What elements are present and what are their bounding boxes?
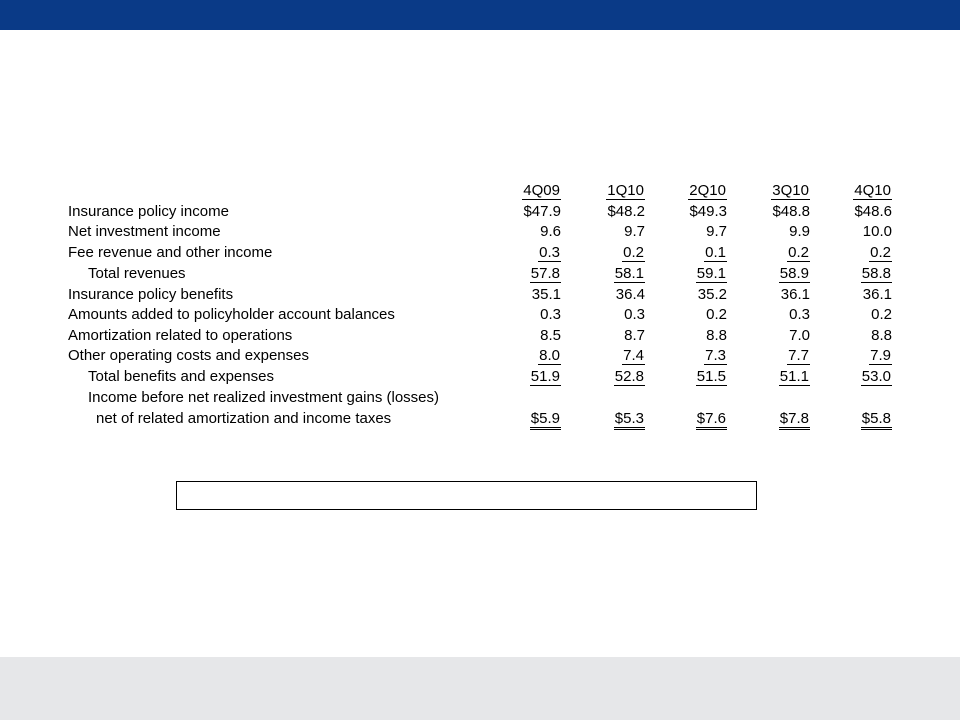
row-label: Fee revenue and other income	[68, 244, 273, 261]
cell-value: 7.9	[870, 347, 891, 364]
cell-value: $5.8	[822, 409, 892, 429]
footer-band	[0, 657, 960, 720]
cell-value: 51.9	[530, 368, 560, 385]
cell-value: $5.9	[491, 409, 561, 429]
cell-value: $5.3	[575, 409, 645, 429]
cell-value: 36.1	[780, 286, 810, 303]
row-label: Income before net realized investment gains (losses)	[88, 389, 440, 406]
table-row	[0, 243, 960, 263]
table-row-total	[0, 367, 960, 387]
cell-value: 8.8	[871, 327, 892, 344]
cell-value: 36.1	[862, 286, 892, 303]
table-row	[0, 285, 960, 305]
cell-value: 0.3	[789, 306, 810, 323]
column-header: 1Q10	[607, 182, 644, 199]
table-header-row	[0, 181, 960, 201]
row-label: Insurance policy benefits	[68, 286, 234, 303]
row-label: net of related amortization and income taxes	[96, 410, 392, 427]
cell-value: 9.6	[540, 223, 561, 240]
cell-value: 0.1	[705, 244, 726, 261]
cell-value: 51.1	[779, 368, 809, 385]
cell-value: 7.3	[705, 347, 726, 364]
row-label: Amortization related to operations	[68, 327, 293, 344]
cell-value: 7.4	[623, 347, 644, 364]
cell-value: 0.2	[871, 306, 892, 323]
footnote-box	[176, 481, 757, 510]
row-label: Total benefits and expenses	[88, 368, 274, 385]
cell-value: 53.0	[861, 368, 891, 385]
column-header: 2Q10	[689, 182, 726, 199]
table-row	[0, 222, 960, 242]
cell-value: 58.8	[861, 265, 891, 282]
row-label: Total revenues	[88, 265, 186, 282]
header-band	[0, 0, 960, 30]
cell-value: 9.7	[706, 223, 727, 240]
row-label: Net investment income	[68, 223, 221, 240]
row-label: Other operating costs and expenses	[68, 347, 309, 364]
row-label: Amounts added to policyholder account balances	[68, 306, 395, 323]
cell-value: $48.8	[772, 203, 810, 220]
table-row	[0, 346, 960, 366]
cell-value: 0.2	[706, 306, 727, 323]
cell-value: 35.2	[697, 286, 727, 303]
cell-value: 0.3	[539, 244, 560, 261]
cell-value: $48.2	[607, 203, 645, 220]
table-row	[0, 388, 960, 408]
cell-value: 7.7	[788, 347, 809, 364]
cell-value: 0.2	[788, 244, 809, 261]
cell-value: 57.8	[530, 265, 560, 282]
table-row	[0, 305, 960, 325]
cell-value: 0.3	[540, 306, 561, 323]
cell-value: 58.1	[614, 265, 644, 282]
cell-value: $49.3	[689, 203, 727, 220]
column-header: 4Q09	[523, 182, 560, 199]
column-header: 3Q10	[772, 182, 809, 199]
cell-value: 9.9	[789, 223, 810, 240]
table-row	[0, 326, 960, 346]
table-row-grand-total	[0, 409, 960, 429]
cell-value: 36.4	[615, 286, 645, 303]
cell-value: 0.2	[870, 244, 891, 261]
cell-value: 9.7	[624, 223, 645, 240]
cell-value: 52.8	[614, 368, 644, 385]
cell-value: 35.1	[531, 286, 561, 303]
table-row	[0, 202, 960, 222]
cell-value: 0.2	[623, 244, 644, 261]
cell-value: 8.7	[624, 327, 645, 344]
cell-value: 7.0	[789, 327, 810, 344]
cell-value: $7.8	[740, 409, 810, 429]
row-label: Insurance policy income	[68, 203, 229, 220]
cell-value: 8.0	[539, 347, 560, 364]
cell-value: 59.1	[696, 265, 726, 282]
cell-value: 51.5	[696, 368, 726, 385]
cell-value: 8.5	[540, 327, 561, 344]
cell-value: $47.9	[523, 203, 561, 220]
cell-value: 58.9	[779, 265, 809, 282]
column-header: 4Q10	[854, 182, 891, 199]
cell-value: 10.0	[862, 223, 892, 240]
cell-value: $7.6	[657, 409, 727, 429]
cell-value: 0.3	[624, 306, 645, 323]
cell-value: $48.6	[854, 203, 892, 220]
table-row-total	[0, 264, 960, 284]
cell-value: 8.8	[706, 327, 727, 344]
